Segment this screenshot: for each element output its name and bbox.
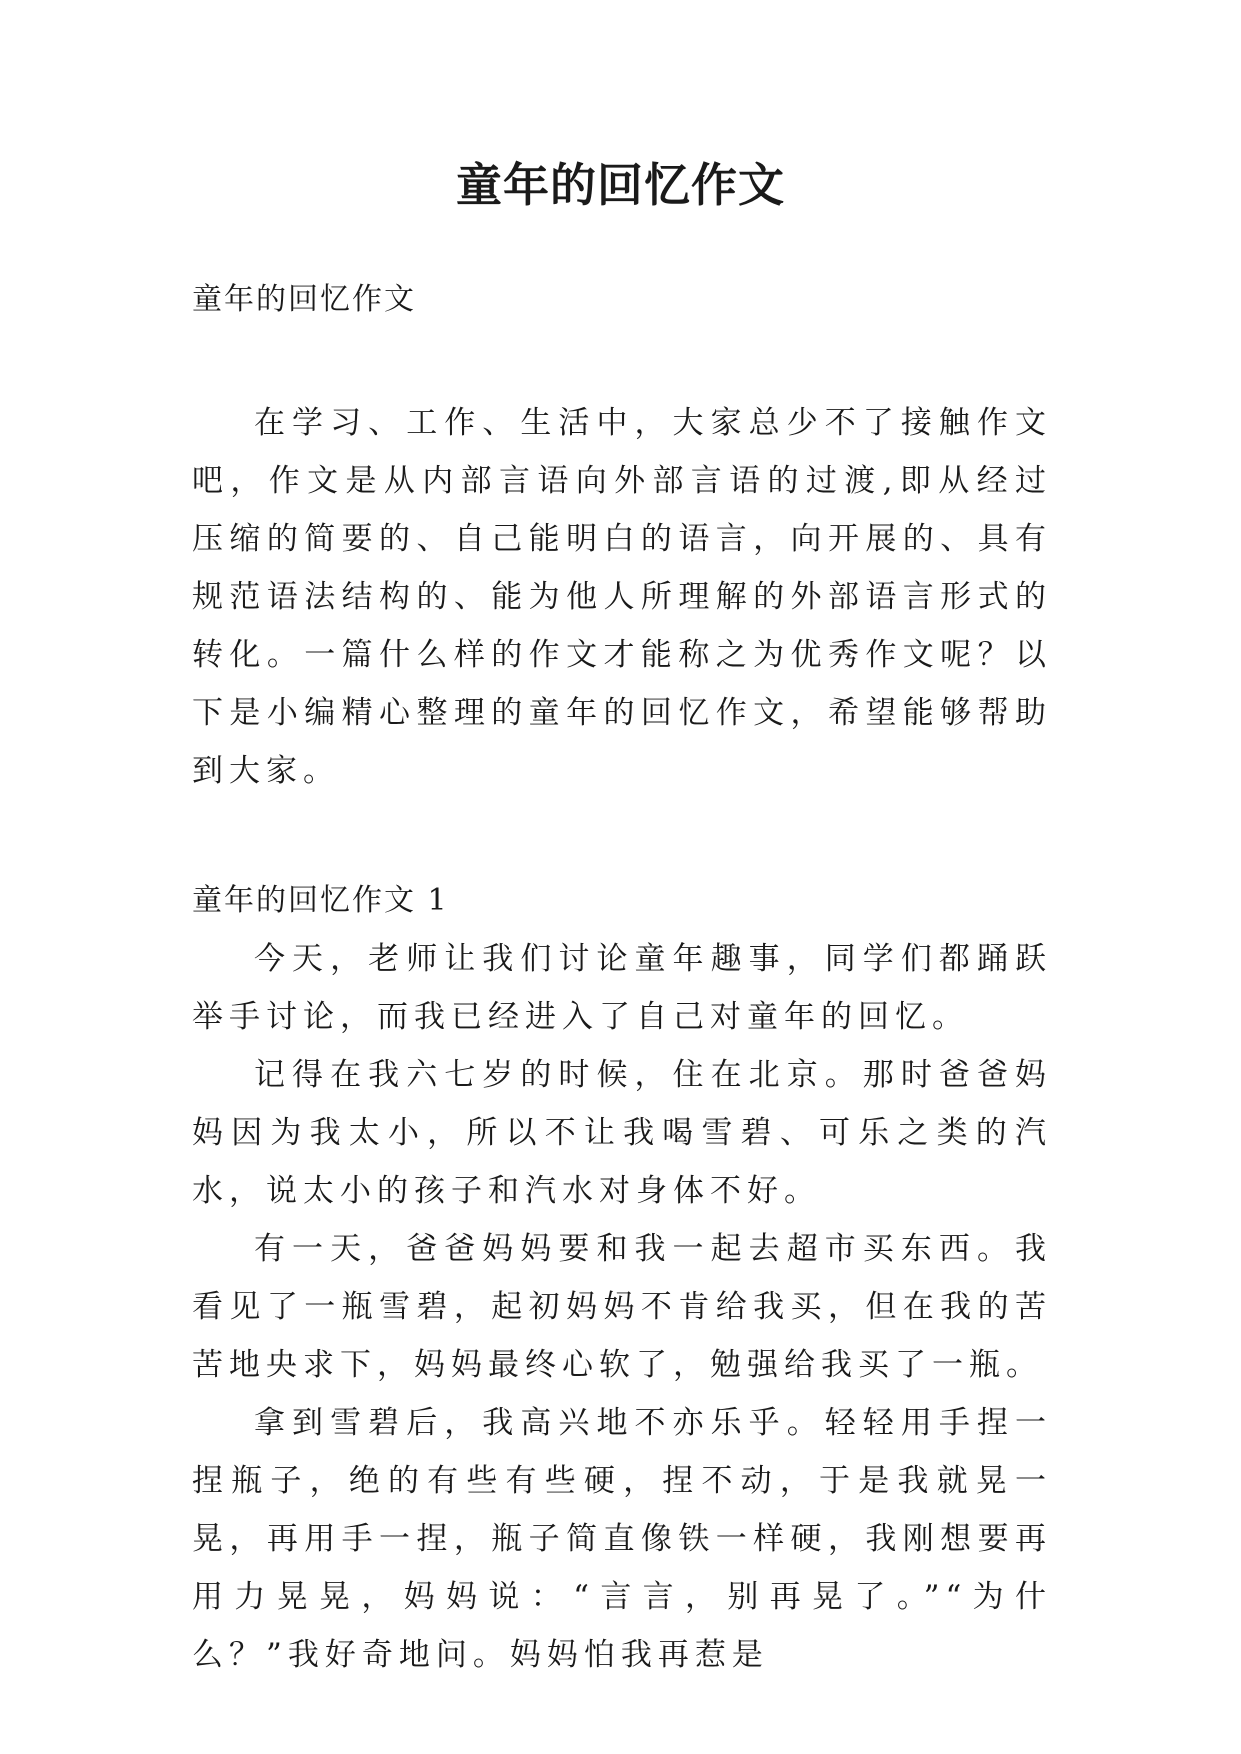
spacer — [192, 800, 1052, 872]
section-heading: 童年的回忆作文 1 — [192, 883, 449, 918]
spacer — [192, 320, 1052, 394]
intro-paragraph: 在学习、工作、生活中，大家总少不了接触作文吧，作文是从内部言语向外部言语的过渡,即从经过压缩的简要的、自己能明白的语言，向开展的、具有规范语法结构的、能为他人所理解的外部语言形式的转化。一篇什么样的作文才能称之为优秀作文呢？以下是小编精心整理的童年的回忆作文，希望能够帮助到大家。 — [192, 405, 1052, 789]
body-paragraph: 记得在我六七岁的时候，住在北京。那时爸爸妈妈因为我太小，所以不让我喝雪碧、可乐之类的汽水，说太小的孩子和汽水对身体不好。 — [192, 1057, 1052, 1209]
document-subtitle: 童年的回忆作文 — [192, 282, 416, 317]
body-paragraph: 有一天，爸爸妈妈要和我一起去超市买东西。我看见了一瓶雪碧，起初妈妈不肯给我买，但在我的苦苦地央求下，妈妈最终心软了，勉强给我买了一瓶。 — [192, 1231, 1052, 1383]
body-paragraph: 拿到雪碧后，我高兴地不亦乐乎。轻轻用手捏一捏瓶子，绝的有些有些硬，捏不动，于是我就晃一晃，再用手一捏，瓶子简直像铁一样硬，我刚想要再用力晃晃，妈妈说：“言言，别再晃了。”“为什么？”我好奇地问。妈妈怕我再惹是 — [192, 1405, 1052, 1673]
document-body — [192, 280, 1052, 1684]
document-title: 童年的回忆作文 — [456, 158, 785, 212]
body-paragraph: 今天，老师让我们讨论童年趣事，同学们都踊跃举手讨论，而我已经进入了自己对童年的回忆。 — [192, 941, 1052, 1035]
